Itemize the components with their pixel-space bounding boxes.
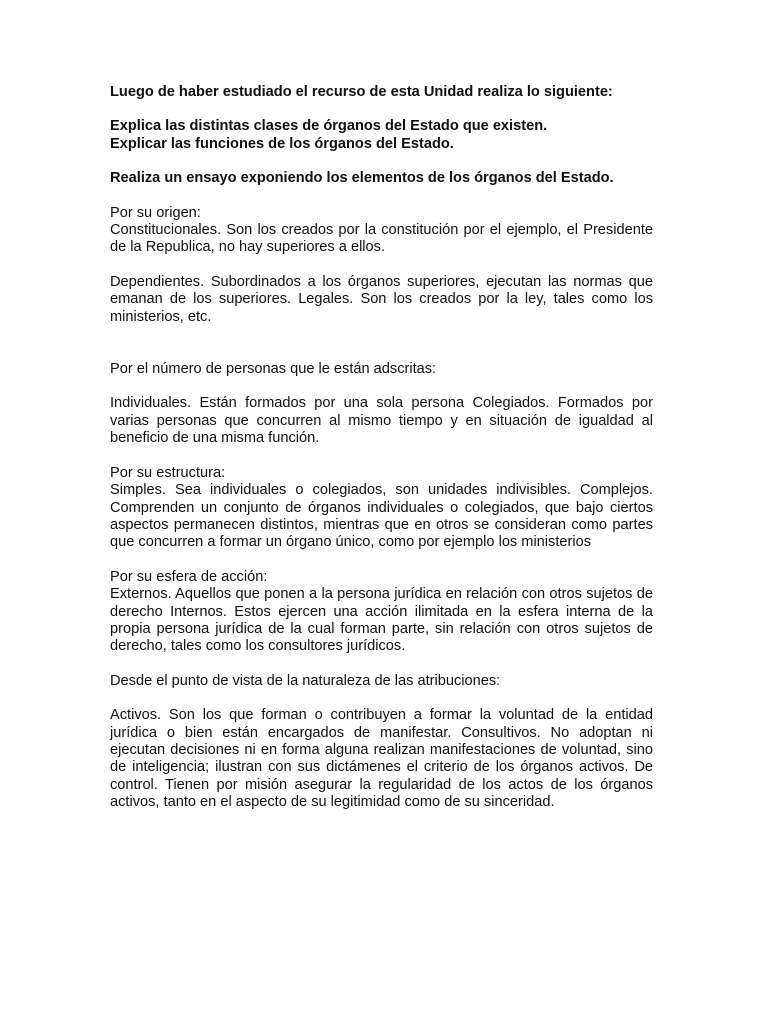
numero-body: Individuales. Están formados por una sola persona Colegiados. Formados por varias personas que concurren al mismo tiempo y en situación de igualdad al beneficio de una misma función. — [110, 395, 653, 447]
atribuciones-heading: Desde el punto de vista de la naturaleza de las atribuciones: — [110, 672, 501, 689]
esfera-body: Externos. Aquellos que ponen a la persona jurídica en relación con otros sujetos de derecho Internos. Estos ejercen una acción ilimitada en la esfera interna de la propia persona jurídica de la cual forman parte, sin relación con otros sujetos de derecho, tales como los consultores jurídicos. — [110, 586, 653, 655]
atribuciones-body: Activos. Son los que forman o contribuyen a formar la voluntad de la entidad jurídica o bien están encargados de manifestar. Consultivos. No adoptan ni ejecutan decisiones ni en forma alguna realizan manifestaciones de voluntad, sino de inteligencia; ilustran con sus dictámenes el criterio de los órganos activos. De control. Tienen por misión asegurar la regularidad de los actos de los órganos activos, tanto en el aspecto de su legitimidad como de su sinceridad. — [110, 707, 653, 811]
spacer — [110, 656, 653, 673]
origen-constitucionales: Constitucionales. Son los creados por la constitución por el ejemplo, el Presidente de la Republica, no hay superiores a ellos. — [110, 222, 653, 256]
spacer — [110, 552, 653, 569]
spacer — [110, 326, 653, 361]
document-page — [110, 84, 653, 812]
spacer — [110, 378, 653, 395]
estructura-heading: Por su estructura: — [110, 464, 226, 481]
origen-dependientes: Dependientes. Subordinados a los órganos superiores, ejecutan las normas que emanan de los superiores. Legales. Son los creados por la ley, tales como los ministerios, etc. — [110, 273, 653, 325]
esfera-heading: Por su esfera de acción: — [110, 568, 268, 585]
numero-heading: Por el número de personas que le están adscritas: — [110, 361, 437, 378]
spacer — [110, 101, 653, 118]
task-3: Realiza un ensayo exponiendo los elementos de los órganos del Estado. — [110, 170, 614, 187]
spacer — [110, 188, 653, 205]
spacer — [110, 257, 653, 274]
origen-heading: Por su origen: — [110, 204, 201, 221]
task-1: Explica las distintas clases de órganos del Estado que existen. — [110, 118, 548, 135]
task-2: Explicar las funciones de los órganos del Estado. — [110, 135, 454, 152]
spacer — [110, 153, 653, 170]
intro-text: Luego de haber estudiado el recurso de esta Unidad realiza lo siguiente: — [110, 84, 613, 100]
spacer — [110, 448, 653, 465]
estructura-body: Simples. Sea individuales o colegiados, son unidades indivisibles. Complejos. Comprenden un conjunto de órganos individuales o colegiados, que bajo ciertos aspectos permanecen distintos, mientras que en otros se consideran como partes que concurren a formar un órgano único, como por ejemplo los ministerios — [110, 482, 653, 551]
spacer — [110, 690, 653, 707]
